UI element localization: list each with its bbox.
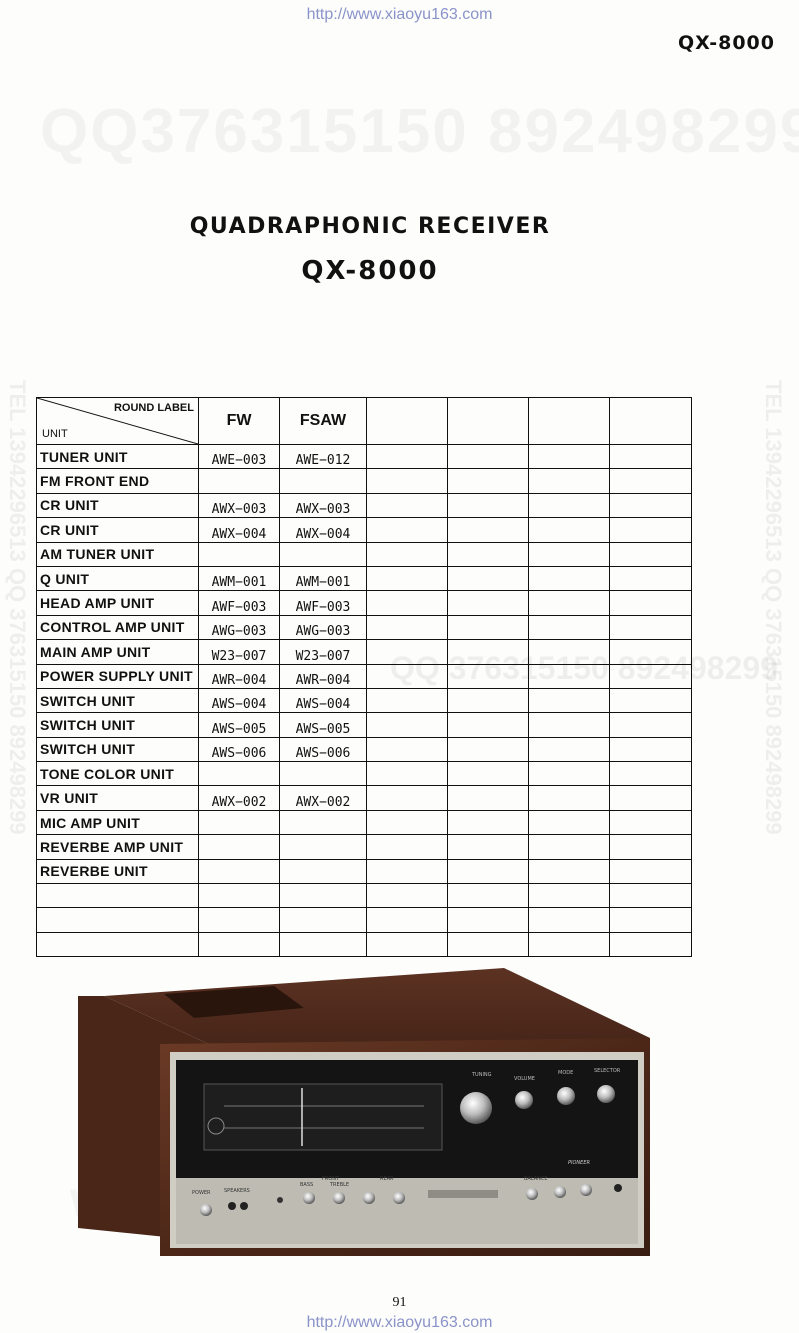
- empty-cell: [367, 786, 448, 810]
- empty-cell: [367, 566, 448, 590]
- empty-cell: [529, 932, 610, 956]
- fsaw-code-cell: AWX−002: [280, 786, 367, 810]
- fsaw-code-cell: AWS−004: [280, 688, 367, 712]
- speaker-button-a: [228, 1202, 236, 1210]
- label-balance: BALANCE: [524, 1176, 548, 1182]
- empty-cell: [529, 762, 610, 786]
- header-model-number: QX-8000: [677, 32, 775, 54]
- empty-cell: [610, 469, 692, 493]
- empty-cell: [367, 908, 448, 932]
- empty-cell: [448, 859, 529, 883]
- header-corner-cell: [37, 398, 199, 445]
- fsaw-code-cell: AWX−003: [280, 493, 367, 517]
- balance-rear-knob: [554, 1186, 566, 1198]
- fw-code-cell: AWS−004: [199, 688, 280, 712]
- unit-name-cell: SWITCH UNIT: [37, 688, 199, 712]
- table-row: [37, 542, 692, 566]
- unit-name-cell: POWER SUPPLY UNIT: [37, 664, 199, 688]
- table-header-row: [37, 398, 692, 445]
- empty-cell: [610, 542, 692, 566]
- empty-cell: [529, 884, 610, 908]
- empty-cell: [529, 469, 610, 493]
- fw-code-cell: [199, 884, 280, 908]
- ghost-watermark-qq: [40, 96, 799, 167]
- column-header-fsaw: FSAW: [280, 398, 367, 445]
- empty-cell: [610, 640, 692, 664]
- empty-cell: [610, 591, 692, 615]
- bass-front-knob: [303, 1192, 315, 1204]
- empty-cell: [448, 835, 529, 859]
- treble-front-knob: [333, 1192, 345, 1204]
- empty-cell: [529, 688, 610, 712]
- table-row: [37, 493, 692, 517]
- column-header-empty: [448, 398, 529, 445]
- table-row: [37, 786, 692, 810]
- empty-cell: [448, 493, 529, 517]
- unit-name-cell: CR UNIT: [37, 493, 199, 517]
- page-number: 91: [392, 1295, 407, 1310]
- unit-name-cell: CR UNIT: [37, 518, 199, 542]
- table-row: [37, 835, 692, 859]
- unit-name-cell: FM FRONT END: [37, 469, 199, 493]
- column-header-empty: [529, 398, 610, 445]
- fw-code-cell: W23−007: [199, 640, 280, 664]
- empty-cell: [529, 493, 610, 517]
- empty-cell: [610, 859, 692, 883]
- empty-cell: [448, 908, 529, 932]
- empty-cell: [367, 688, 448, 712]
- empty-cell: [448, 542, 529, 566]
- fsaw-code-cell: [280, 469, 367, 493]
- unit-name-cell: REVERBE AMP UNIT: [37, 835, 199, 859]
- table-row: [37, 518, 692, 542]
- table-row: [37, 566, 692, 590]
- empty-cell: [367, 713, 448, 737]
- receiver-product-photo: [74, 966, 660, 1262]
- table-row: [37, 591, 692, 615]
- empty-cell: [610, 810, 692, 834]
- tuning-dial: [204, 1084, 442, 1150]
- ghost-watermark-left: TEL 13942296513 QQ 376315150 892498299: [5, 380, 30, 835]
- empty-cell: [448, 640, 529, 664]
- model-title: QX-8000: [301, 256, 439, 286]
- empty-cell: [448, 591, 529, 615]
- empty-cell: [529, 542, 610, 566]
- volume-knob: [515, 1091, 533, 1109]
- empty-cell: [367, 664, 448, 688]
- fw-code-cell: AWG−003: [199, 615, 280, 639]
- watermark-url-top: http://www.xiaoyu163.com: [306, 6, 493, 23]
- fw-code-cell: AWX−002: [199, 786, 280, 810]
- mode-button: [614, 1184, 622, 1192]
- fsaw-code-cell: [280, 835, 367, 859]
- empty-cell: [529, 835, 610, 859]
- unit-name-cell: CONTROL AMP UNIT: [37, 615, 199, 639]
- fw-code-cell: [199, 469, 280, 493]
- table-row: [37, 469, 692, 493]
- column-header-empty: [610, 398, 692, 445]
- fsaw-code-cell: AWG−003: [280, 615, 367, 639]
- empty-cell: [529, 908, 610, 932]
- fsaw-code-cell: AWR−004: [280, 664, 367, 688]
- unit-name-cell: VR UNIT: [37, 786, 199, 810]
- label-selector: SELECTOR: [594, 1068, 621, 1074]
- table-row: [37, 664, 692, 688]
- selector-knob: [597, 1085, 615, 1103]
- fw-code-cell: AWM−001: [199, 566, 280, 590]
- empty-cell: [367, 835, 448, 859]
- fsaw-code-cell: AWE−012: [280, 445, 367, 469]
- balance-front-knob: [526, 1188, 538, 1200]
- empty-cell: [448, 566, 529, 590]
- table-row: [37, 884, 692, 908]
- empty-cell: [529, 859, 610, 883]
- label-rear: REAR: [380, 1176, 394, 1182]
- empty-cell: [610, 884, 692, 908]
- empty-cell: [610, 566, 692, 590]
- table-row: [37, 932, 692, 956]
- empty-cell: [448, 518, 529, 542]
- fw-code-cell: [199, 542, 280, 566]
- table-row: [37, 859, 692, 883]
- watermark-url-bottom: http://www.xiaoyu163.com: [306, 1314, 493, 1331]
- unit-name-cell: Q UNIT: [37, 566, 199, 590]
- ghost-watermark-right: TEL 13942296513 QQ 376315150 892498299: [761, 380, 786, 835]
- empty-cell: [610, 737, 692, 761]
- empty-cell: [610, 835, 692, 859]
- empty-cell: [367, 493, 448, 517]
- fsaw-code-cell: AWX−004: [280, 518, 367, 542]
- table-row: [37, 810, 692, 834]
- function-button-row: [428, 1190, 498, 1198]
- empty-cell: [367, 810, 448, 834]
- fsaw-code-cell: AWM−001: [280, 566, 367, 590]
- empty-cell: [448, 688, 529, 712]
- fsaw-code-cell: AWS−006: [280, 737, 367, 761]
- empty-cell: [529, 615, 610, 639]
- tuning-knob: [460, 1092, 492, 1124]
- empty-cell: [448, 884, 529, 908]
- unit-name-cell: SWITCH UNIT: [37, 713, 199, 737]
- empty-cell: [610, 932, 692, 956]
- unit-name-cell: MIC AMP UNIT: [37, 810, 199, 834]
- bass-rear-knob: [363, 1192, 375, 1204]
- table-row: [37, 615, 692, 639]
- unit-name-cell: REVERBE UNIT: [37, 859, 199, 883]
- empty-cell: [610, 688, 692, 712]
- table-row: [37, 762, 692, 786]
- fw-code-cell: [199, 762, 280, 786]
- fw-code-cell: AWR−004: [199, 664, 280, 688]
- empty-cell: [367, 518, 448, 542]
- empty-cell: [448, 762, 529, 786]
- fsaw-code-cell: [280, 908, 367, 932]
- empty-cell: [448, 445, 529, 469]
- empty-cell: [529, 810, 610, 834]
- table-row: [37, 688, 692, 712]
- fw-code-cell: [199, 932, 280, 956]
- empty-cell: [529, 518, 610, 542]
- empty-cell: [448, 615, 529, 639]
- empty-cell: [448, 737, 529, 761]
- fsaw-code-cell: [280, 762, 367, 786]
- empty-cell: [367, 932, 448, 956]
- empty-cell: [610, 493, 692, 517]
- empty-cell: [529, 664, 610, 688]
- unit-name-cell: [37, 884, 199, 908]
- speaker-button-b: [240, 1202, 248, 1210]
- unit-name-cell: HEAD AMP UNIT: [37, 591, 199, 615]
- empty-cell: [367, 591, 448, 615]
- unit-name-cell: TONE COLOR UNIT: [37, 762, 199, 786]
- mode-knob: [557, 1087, 575, 1105]
- empty-cell: [448, 786, 529, 810]
- label-front: FRONT: [322, 1176, 340, 1182]
- empty-cell: [529, 640, 610, 664]
- empty-cell: [610, 713, 692, 737]
- empty-cell: [610, 664, 692, 688]
- empty-cell: [529, 737, 610, 761]
- empty-cell: [529, 713, 610, 737]
- empty-cell: [367, 615, 448, 639]
- empty-cell: [610, 908, 692, 932]
- fw-code-cell: [199, 810, 280, 834]
- empty-cell: [529, 786, 610, 810]
- fsaw-code-cell: AWF−003: [280, 591, 367, 615]
- label-bass: BASS: [300, 1182, 314, 1188]
- loudness-knob: [580, 1184, 592, 1196]
- fsaw-code-cell: [280, 884, 367, 908]
- fw-code-cell: [199, 835, 280, 859]
- table-row: [37, 737, 692, 761]
- empty-cell: [367, 762, 448, 786]
- empty-cell: [448, 713, 529, 737]
- empty-cell: [610, 615, 692, 639]
- unit-heading: UNIT: [42, 428, 68, 440]
- unit-name-cell: MAIN AMP UNIT: [37, 640, 199, 664]
- column-header-empty: [367, 398, 448, 445]
- fsaw-code-cell: AWS−005: [280, 713, 367, 737]
- fw-code-cell: AWS−005: [199, 713, 280, 737]
- fw-code-cell: AWS−006: [199, 737, 280, 761]
- document-title: QUADRAPHONIC RECEIVER: [189, 214, 551, 239]
- empty-cell: [367, 469, 448, 493]
- empty-cell: [610, 762, 692, 786]
- empty-cell: [529, 591, 610, 615]
- empty-cell: [610, 518, 692, 542]
- round-label-heading: ROUND LABEL: [113, 402, 194, 414]
- unit-name-cell: TUNER UNIT: [37, 445, 199, 469]
- label-power: POWER: [192, 1190, 211, 1196]
- fsaw-code-cell: [280, 932, 367, 956]
- label-tuning: TUNING: [472, 1072, 492, 1078]
- unit-name-cell: [37, 908, 199, 932]
- phones-jack: [277, 1197, 283, 1203]
- column-header-fw: FW: [199, 398, 280, 445]
- table-row: [37, 445, 692, 469]
- table-row: [37, 640, 692, 664]
- empty-cell: [448, 469, 529, 493]
- empty-cell: [367, 859, 448, 883]
- ghost-watermark-mid: QQ 376315150 892498299: [390, 650, 778, 686]
- empty-cell: [367, 640, 448, 664]
- label-volume: VOLUME: [514, 1076, 535, 1082]
- empty-cell: [367, 542, 448, 566]
- label-speakers: SPEAKERS: [224, 1188, 250, 1194]
- empty-cell: [529, 445, 610, 469]
- unit-name-cell: SWITCH UNIT: [37, 737, 199, 761]
- table-row: [37, 713, 692, 737]
- fw-code-cell: AWX−004: [199, 518, 280, 542]
- unit-label-table: [36, 397, 692, 957]
- fw-code-cell: AWF−003: [199, 591, 280, 615]
- empty-cell: [367, 445, 448, 469]
- table-row: [37, 908, 692, 932]
- fsaw-code-cell: W23−007: [280, 640, 367, 664]
- label-treble: TREBLE: [330, 1182, 350, 1188]
- empty-cell: [367, 737, 448, 761]
- fw-code-cell: [199, 859, 280, 883]
- fw-code-cell: AWE−003: [199, 445, 280, 469]
- empty-cell: [610, 786, 692, 810]
- fw-code-cell: AWX−003: [199, 493, 280, 517]
- fsaw-code-cell: [280, 542, 367, 566]
- fw-code-cell: [199, 908, 280, 932]
- label-mode: MODE: [558, 1070, 574, 1076]
- empty-cell: [448, 664, 529, 688]
- empty-cell: [448, 932, 529, 956]
- unit-name-cell: [37, 932, 199, 956]
- label-brand: PIONEER: [568, 1160, 590, 1166]
- unit-name-cell: AM TUNER UNIT: [37, 542, 199, 566]
- treble-rear-knob: [393, 1192, 405, 1204]
- empty-cell: [529, 566, 610, 590]
- fsaw-code-cell: [280, 810, 367, 834]
- empty-cell: [448, 810, 529, 834]
- empty-cell: [367, 884, 448, 908]
- power-switch: [200, 1204, 212, 1216]
- fsaw-code-cell: [280, 859, 367, 883]
- empty-cell: [610, 445, 692, 469]
